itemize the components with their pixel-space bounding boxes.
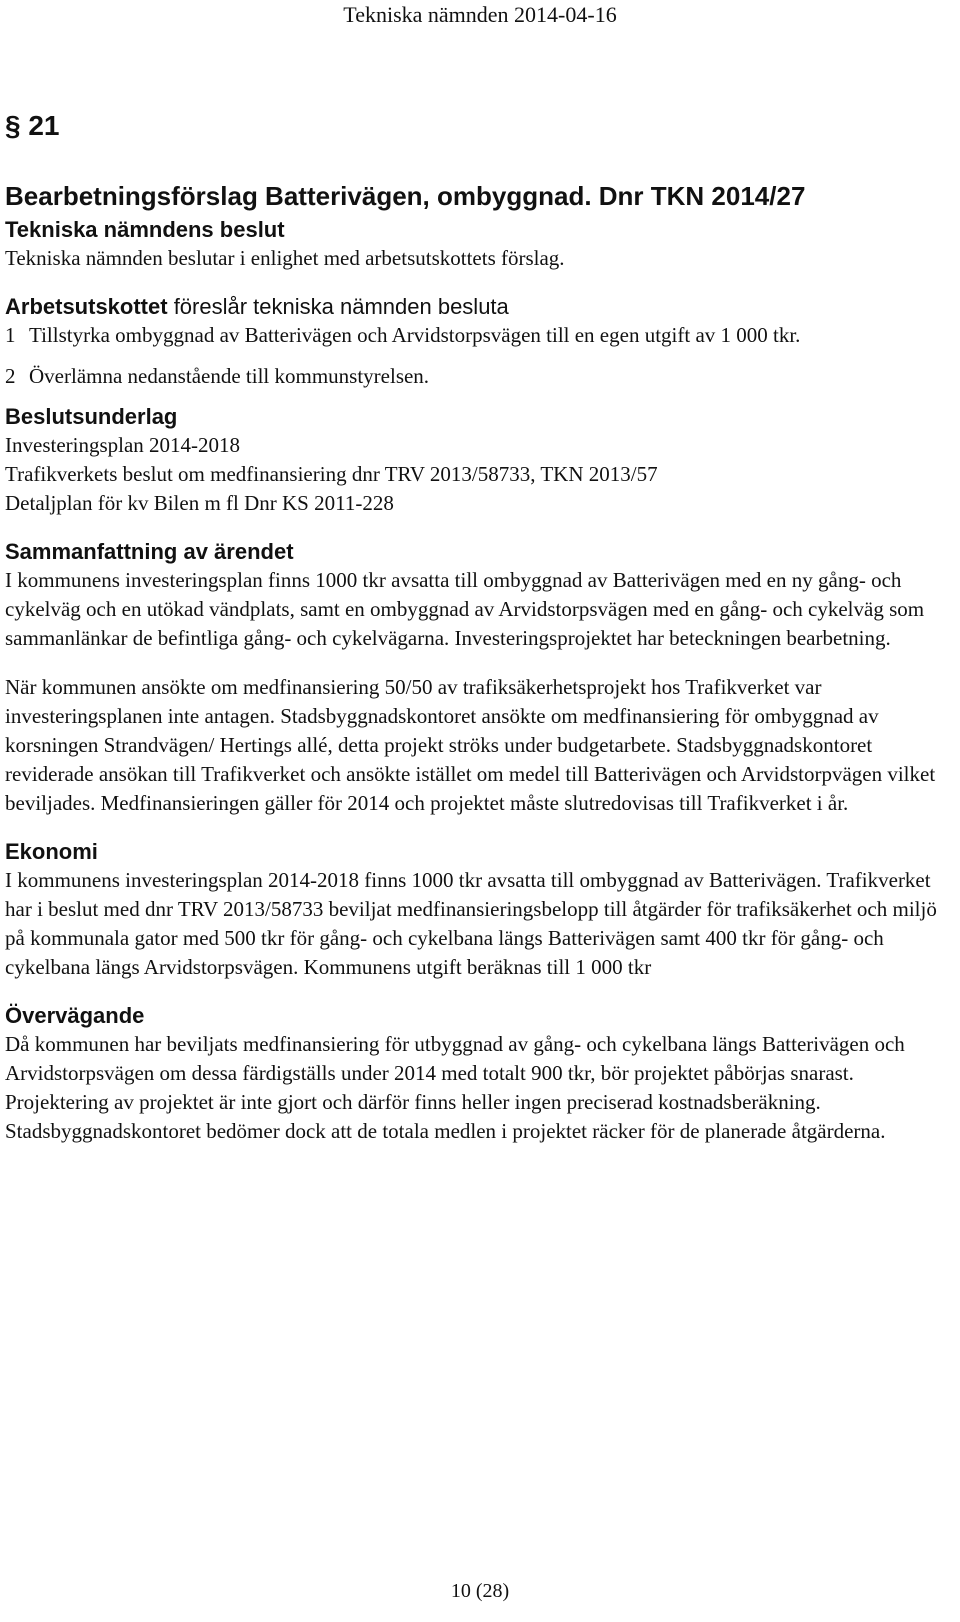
summary-paragraph: När kommunen ansökte om medfinansiering 50/50 av trafiksäkerhetsprojekt hos Trafikverket var investeringsplanen inte antagen. Stadsbyggnadskontoret ansökte om medfinansiering för ombyggnad av korsningen Strandvägen/ Hertings allé, detta projekt ströks under budgetarbete. Stadsbyggnadskontoret reviderade ansökan till Trafikverket och ansökte istället om medel till Batterivägen och Arvidstorpvägen vilket beviljades. Medfinansieringen gäller för 2014 och projektet måste slutredovisas till Trafikverket i år. [5,675,936,815]
consideration-text: Då kommunen har beviljats medfinansiering för utbyggnad av gång- och cykelbana längs Batterivägen och Arvidstorpsvägen om dessa färdigställs under 2014 med totalt 900 tkr, bör projektet påbörjas snarast. Projektering av projektet är inte gjort och därför finns heller ingen preciserad kostnadsberäkning. Stadsbyggnadskontoret bedömer dock att de totala medlen i projektet räcker för de planerade åtgärderna. [5,1032,905,1143]
document-title: Bearbetningsförslag Batterivägen, ombyggnad. Dnr TKN 2014/27 [5,181,806,211]
page-number: 10 (28) [450,1580,510,1602]
proposal-item [5,321,945,350]
basis-line: Detaljplan för kv Bilen m fl Dnr KS 2011-228 [5,491,394,515]
economy-text: I kommunens investeringsplan 2014-2018 finns 1000 tkr avsatta till ombyggnad av Batterivägen. Trafikverket har i beslut med dnr TRV 2013/58733 beviljat medfinansieringsbelopp till åtgärder för trafiksäkerhet och miljö på kommunala gator med 500 tkr för gång- och cykelbana längs Batterivägen samt 400 tkr för gång- och cykelbana längs Arvidstorpsvägen. Kommunens utgift beräknas till 1 000 tkr [5,868,937,979]
section-number: § 21 [5,110,60,141]
proposal-heading-bold: Arbetsutskottet [5,294,168,319]
decision-heading: Tekniska nämndens beslut [5,217,285,242]
economy-heading: Ekonomi [5,839,98,864]
proposal-item-number: 1 [5,323,16,347]
consideration-heading: Övervägande [5,1003,145,1028]
proposal-item-text: Tillstyrka ombyggnad av Batterivägen och Arvidstorpsvägen till en egen utgift av 1 000 tkr. [29,323,801,347]
summary-paragraph: I kommunens investeringsplan finns 1000 tkr avsatta till ombyggnad av Batterivägen med en ny gång- och cykelväg och en utökad vändplats, samt en ombyggnad av Arvidstorpsvägen med en gång- och cykelväg som sammanlänkar de befintliga gång- och cykelvägarna. Investeringsprojektet har beteckningen bearbetning. [5,568,925,650]
basis-line: Trafikverkets beslut om medfinansiering dnr TRV 2013/58733, TKN 2013/57 [5,462,658,486]
basis-heading: Beslutsunderlag [5,404,178,429]
summary-heading: Sammanfattning av ärendet [5,539,294,564]
proposal-item-text: Överlämna nedanstående till kommunstyrelsen. [29,364,430,388]
proposal-item-number: 2 [5,364,16,388]
basis-line: Investeringsplan 2014-2018 [5,433,241,457]
proposal-item [5,362,945,391]
page-header: Tekniska nämnden 2014-04-16 [343,2,617,27]
decision-text: Tekniska nämnden beslutar i enlighet med arbetsutskottets förslag. [5,246,565,270]
proposal-heading-rest: föreslår tekniska nämnden besluta [167,294,509,319]
document-body [5,108,945,1146]
proposal-heading [5,293,945,321]
